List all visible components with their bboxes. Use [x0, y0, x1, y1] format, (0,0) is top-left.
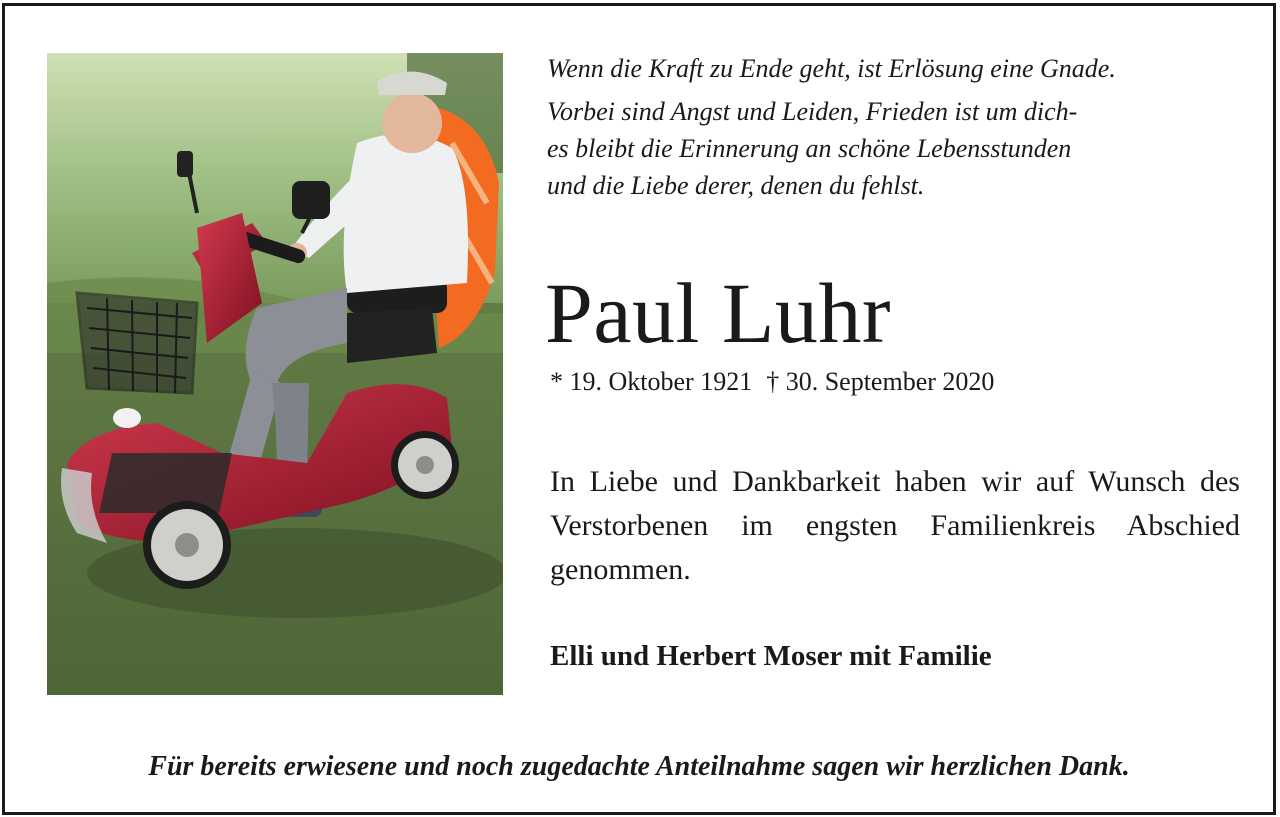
deceased-name: Paul Luhr [545, 265, 892, 361]
birth-date: * 19. Oktober 1921 [550, 367, 753, 396]
death-date: † 30. September 2020 [766, 367, 995, 396]
portrait-photo [47, 53, 503, 695]
poem-verse-line: und die Liebe derer, denen du fehlst. [547, 171, 925, 200]
poem [547, 50, 1247, 204]
poem-verse-line: es bleibt die Erinnerung an schöne Lebensstunden [547, 134, 1072, 163]
farewell-message: In Liebe und Dankbarkeit haben wir auf Wunsch des Verstorbenen im engsten Familienkreis Abschied genommen. [550, 465, 1240, 586]
thanks-note: Für bereits erwiesene und noch zugedachte Anteilnahme sagen wir herzlichen Dank. [148, 751, 1130, 782]
poem-line-1: Wenn die Kraft zu Ende geht, ist Erlösung eine Gnade. [547, 54, 1116, 83]
obituary-notice [2, 3, 1276, 815]
life-dates [550, 362, 994, 402]
photo-illustration [47, 53, 503, 695]
mourners-signature: Elli und Herbert Moser mit Familie [550, 640, 992, 672]
poem-verse-line: Vorbei sind Angst und Leiden, Frieden ist um dich- [547, 97, 1078, 126]
